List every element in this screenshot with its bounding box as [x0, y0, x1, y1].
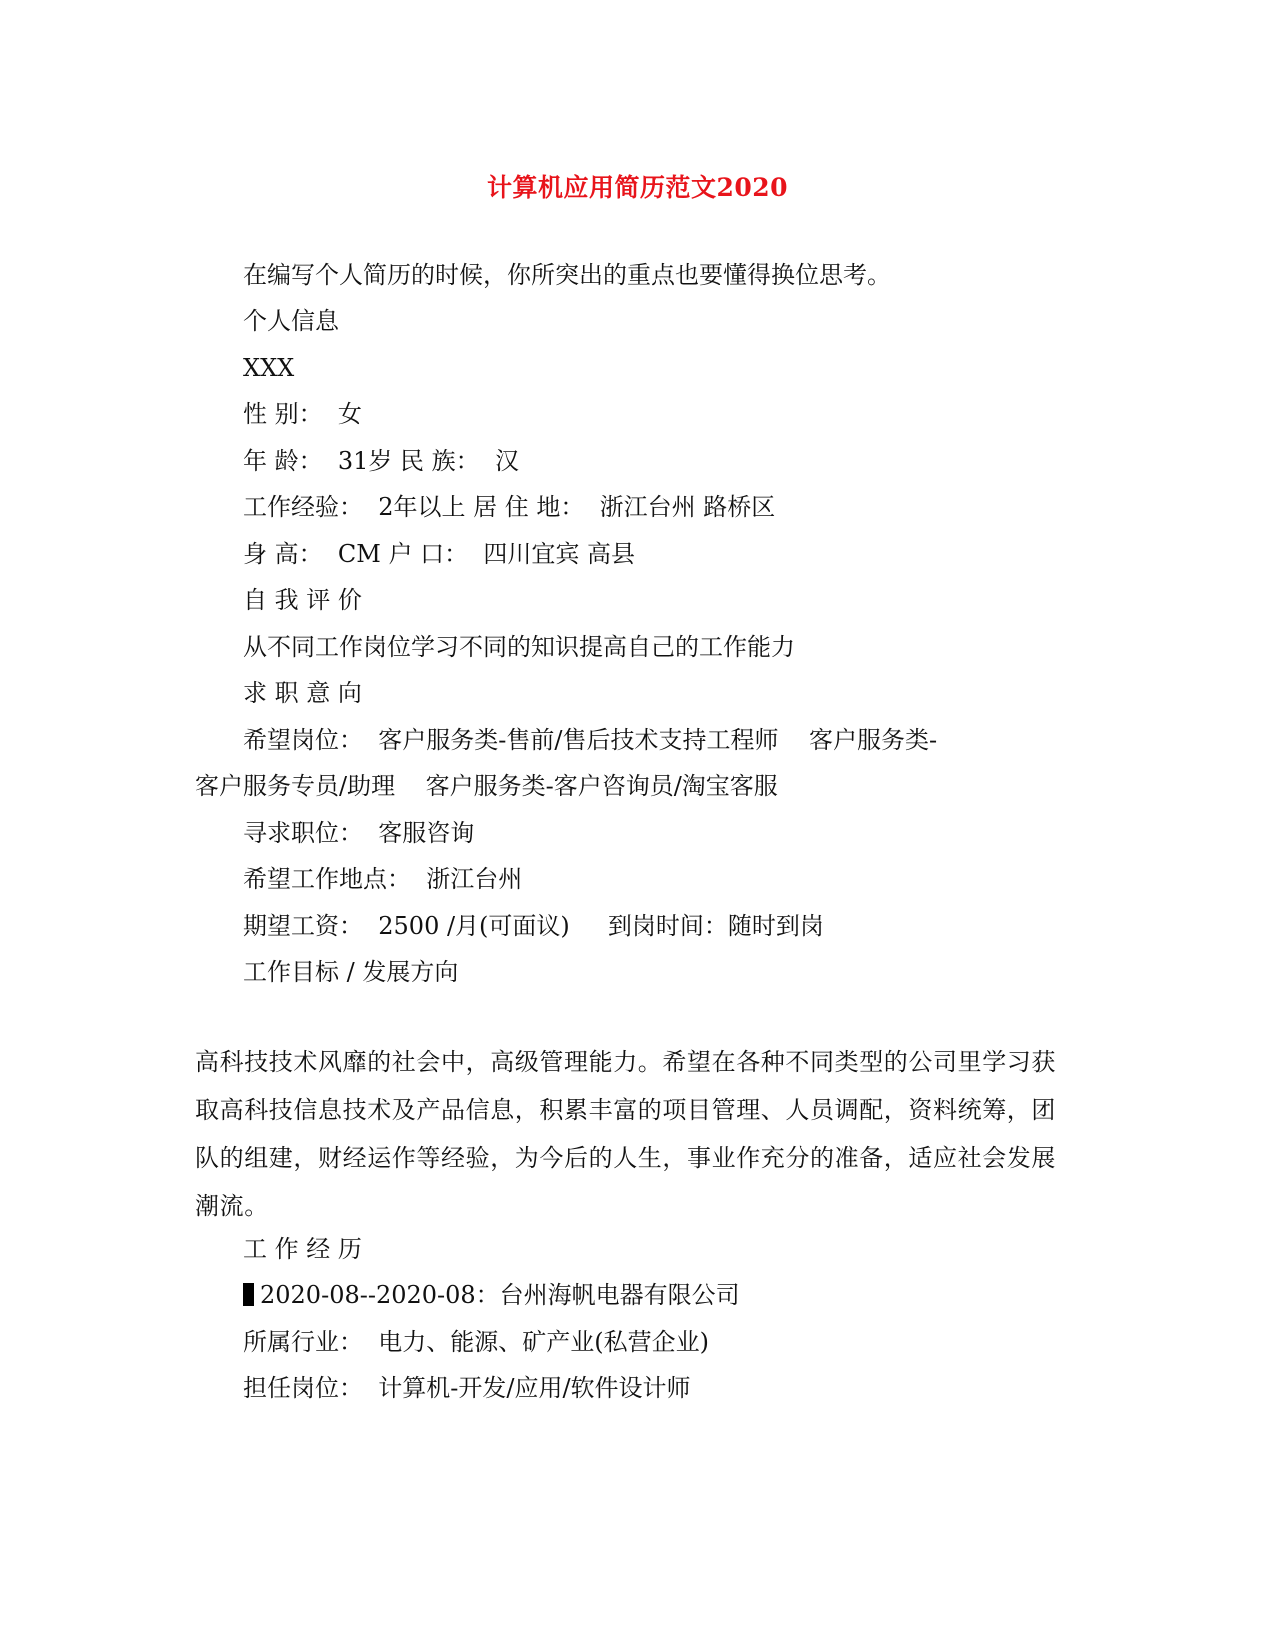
document-title: 计算机应用简历范文2020 — [486, 173, 789, 202]
job-intent-heading: 求 职 意 向 — [243, 679, 362, 707]
desired-position-line2: 客户服务专员/助理 客户服务类-客户咨询员/淘宝客服 — [195, 772, 778, 800]
name-text: XXX — [243, 354, 295, 382]
age-line: 年 龄： 31岁 民 族： 汉 — [243, 447, 519, 475]
job1-period-line — [243, 1280, 740, 1310]
job1-period: 2020-08--2020-08：台州海帆电器有限公司 — [260, 1281, 740, 1309]
goal-paragraph: 高科技技术风靡的社会中，高级管理能力。希望在各种不同类型的公司里学习获取高科技信息技术及产品信息，积累丰富的项目管理、人员调配，资料统筹，团队的组建，财经运作等经验，为今后的人生，事业作充分的准备，适应社会发展潮流。 — [195, 1048, 1056, 1220]
work-history-heading: 工 作 经 历 — [243, 1235, 362, 1263]
height-line: 身 高： CM 户 口： 四川宜宾 高县 — [243, 540, 635, 568]
personal-info-heading: 个人信息 — [243, 307, 339, 335]
job1-industry: 所属行业： 电力、能源、矿产业(私营企业) — [243, 1328, 709, 1356]
gender-line: 性 别： 女 — [243, 400, 362, 428]
desired-position-line1: 希望岗位： 客户服务类-售前/售后技术支持工程师 客户服务类- — [243, 726, 938, 754]
job1-position: 担任岗位： 计算机-开发/应用/软件设计师 — [243, 1374, 691, 1402]
expected-salary: 期望工资： 2500 /月(可面议) 到岗时间：随时到岗 — [243, 912, 824, 940]
self-eval-text: 从不同工作岗位学习不同的知识提高自己的工作能力 — [243, 633, 795, 661]
experience-line: 工作经验： 2年以上 居 住 地： 浙江台州 路桥区 — [243, 493, 776, 521]
desired-location: 希望工作地点： 浙江台州 — [243, 865, 523, 893]
goal-heading: 工作目标 / 发展方向 — [243, 958, 459, 986]
seeking-position: 寻求职位： 客服咨询 — [243, 819, 475, 847]
intro-text: 在编写个人简历的时候，你所突出的重点也要懂得换位思考。 — [243, 261, 891, 289]
bullet-marker — [243, 1283, 254, 1306]
self-eval-heading: 自 我 评 价 — [243, 586, 362, 614]
